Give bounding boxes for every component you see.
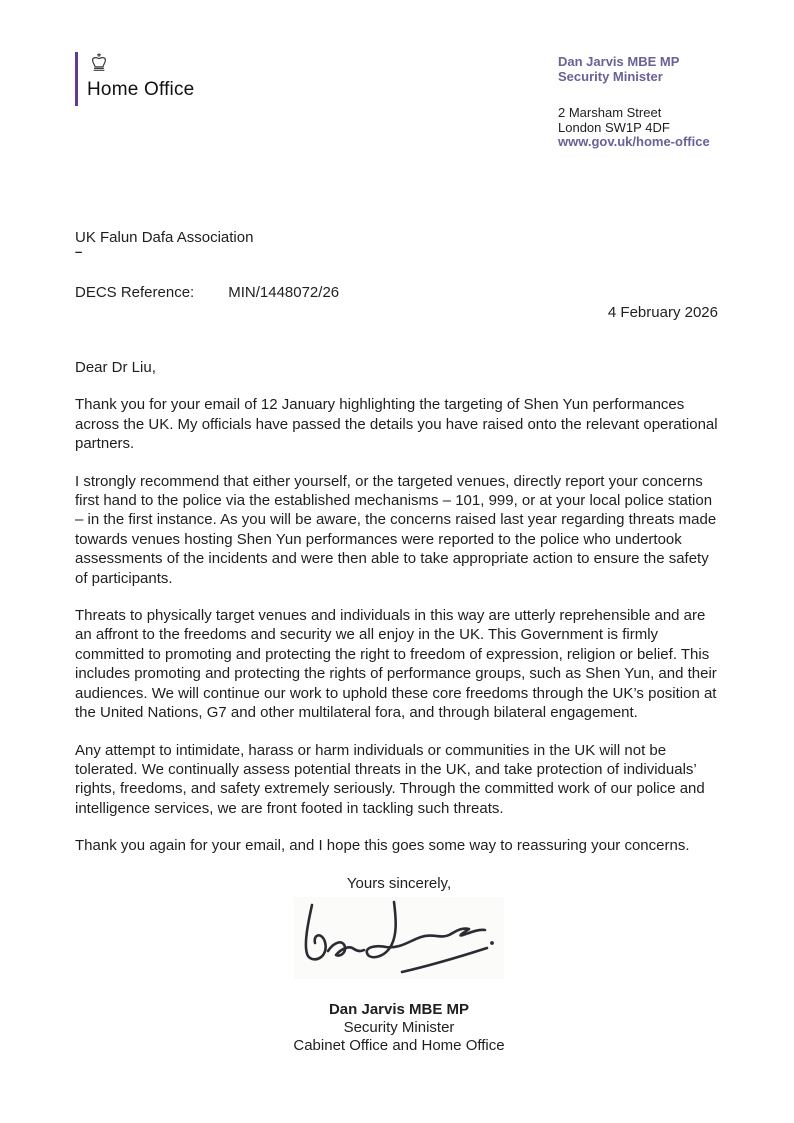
- dan-jarvis-handwritten-signature: [294, 897, 504, 979]
- reference-row: [75, 284, 339, 301]
- paragraph-5: Thank you again for your email, and I hope this goes some way to reassuring your concerns.: [75, 837, 690, 855]
- redacted-address-line: –: [75, 244, 83, 259]
- address-city: London SW1P 4DF: [558, 119, 670, 135]
- closing-block: [75, 874, 723, 1055]
- reference-label: DECS Reference:: [75, 284, 195, 301]
- logo-department-name: Home Office: [87, 79, 195, 100]
- home-office-logo: [75, 52, 194, 106]
- signoff-department: Cabinet Office and Home Office: [293, 1036, 505, 1054]
- paragraph-3: Threats to physically target venues and individuals in this way are utterly reprehensible and are an affront to the freedoms and security we all enjoy in the UK. This Government is firmly committed to promoting and protecting the right to freedom of expression, religion or belief. This includes promoting and protecting the rights of performance groups, such as Shen Yun, and their audiences. We will continue our work to uphold these core freedoms through the UK’s position at the United Nations, G7 and other multilateral fora, and through bilateral engagement.: [75, 607, 717, 722]
- letter-body: [75, 358, 723, 1055]
- valediction: Yours sincerely,: [346, 874, 452, 892]
- paragraph-2: I strongly recommend that either yourself, or the targeted venues, directly report your concerns first hand to the police via the established mechanisms – 101, 999, or at your local police station – in the first instance. As you will be aware, the concerns raised last year regarding threats made towards venues hosting Shen Yun performances were reported to the police who undertook assessments of the incidents and were then able to take appropriate action to ensure the safety of participants.: [75, 472, 717, 587]
- reference-number: MIN/1448072/26: [228, 284, 340, 301]
- minister-title: Security Minister: [558, 68, 663, 84]
- signoff-title: Security Minister: [343, 1018, 455, 1036]
- recipient-block: [75, 228, 253, 257]
- salutation: Dear Dr Liu,: [75, 359, 156, 376]
- crown-icon: [89, 52, 109, 74]
- logo-purple-bar: [75, 52, 78, 106]
- recipient-name: UK Falun Dafa Association: [75, 229, 254, 246]
- paragraph-1: Thank you for your email of 12 January highlighting the targeting of Shen Yun performances across the UK. My officials have passed the details you have raised onto the relevant operational partners.: [75, 396, 718, 453]
- signoff-name: Dan Jarvis MBE MP: [328, 1000, 470, 1018]
- letter-date: 4 February 2026: [607, 304, 718, 321]
- website-url: www.gov.uk/home-office: [558, 134, 710, 149]
- paragraph-4: Any attempt to intimidate, harass or harm individuals or communities in the UK will not be tolerated. We continually assess potential threats in the UK, and take protection of individuals’ rights, freedoms, and safety extremely seriously. Through the committed work of our police and intelligence services, we are front footed in tackling such threats.: [75, 741, 705, 817]
- minister-name: Dan Jarvis MBE MP: [558, 54, 680, 69]
- letterhead-contact-block: [558, 55, 710, 150]
- signoff-block: [75, 1001, 723, 1055]
- address-street: 2 Marsham Street: [558, 105, 662, 120]
